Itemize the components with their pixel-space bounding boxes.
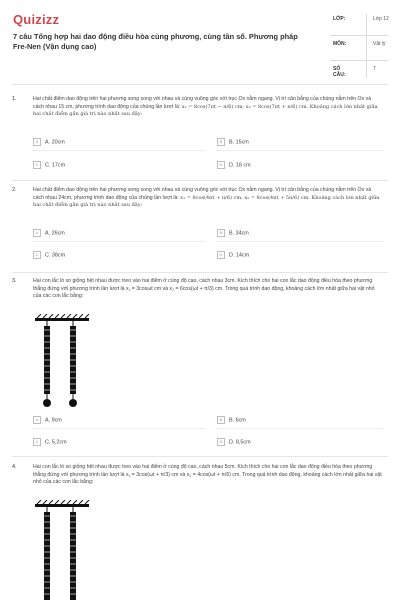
question-divider	[12, 456, 388, 457]
option-divider	[217, 241, 383, 242]
header-divider	[12, 84, 388, 85]
question-text: Hai con lắc lò xo giống hệt nhau được treo vào hai điểm ở cùng độ cao, cách nhau 5cm. Kích thích cho hai con lắc dao động điều hòa theo phương thẳng đứng với phương trình lần lượt là x₁ = 3cos(ωt + π/3) cm và x₂ = 4cos(ωt + π/6) cm. Trong quá trình dao động, khoảng cách lớn nhất giữa hai vật nhỏ của các con lắc bằng:	[33, 464, 382, 486]
option-divider	[217, 428, 383, 429]
question-4	[12, 464, 388, 600]
spring-pendulum-figure	[33, 314, 93, 410]
spring-pendulum-figure	[33, 500, 93, 600]
option-label: B. 15cm	[229, 139, 249, 146]
meta-count-value: 7	[373, 66, 376, 72]
option-letter-box: B	[217, 416, 225, 424]
page-title: 7 câu Tổng hợp hai dao động điều hòa cùng phương, cùng tần số. Phương pháp Fre-Nen (Vận dụng cao)	[13, 32, 298, 51]
option-a[interactable]	[33, 138, 65, 146]
option-label: C. 5,2cm	[45, 439, 67, 446]
quizizz-logo: Quizizz	[13, 12, 60, 27]
option-b[interactable]	[217, 229, 249, 237]
question-body: Hai chất điểm dao động trên hai phương song song với nhau và cùng vuông góc với trục Ox nằm ngang. Vị trí cân bằng của chúng nằm trên Ox và cách nhau 24cm, phương trình dao động của chúng lần lượt là:	[33, 187, 372, 201]
option-label: D. 14cm	[229, 252, 250, 259]
option-letter-box: D	[217, 438, 225, 446]
option-label: A. 20cm	[45, 139, 65, 146]
question-text	[33, 187, 383, 210]
question-divider	[12, 272, 388, 273]
option-b[interactable]	[217, 138, 249, 146]
question-formula: x₁ = 8cos(7πt − π/6) cm; x₂ = 8cos(7πt + π/6) cm. Khoảng cách lớn nhất giữa hai chất điểm gần giá trị nào nhất sau đây:	[33, 103, 378, 118]
question-number: 3.	[12, 278, 17, 284]
meta-line	[330, 60, 388, 61]
meta-class-label: LỚP:	[333, 16, 346, 22]
option-divider	[33, 428, 205, 429]
meta-line	[330, 35, 388, 36]
option-divider	[33, 241, 205, 242]
option-letter-box: B	[217, 138, 225, 146]
question-number: 4.	[12, 464, 17, 470]
option-letter-box: C	[33, 438, 41, 446]
question-body: Hai chất điểm dao động trên hai phương song song với nhau và cùng vuông góc với trục Ox nằm ngang. Vị trí cân bằng của chúng nằm trên Ox và cách nhau 15 cm, phương trình dao động của chúng lần lượt là:	[33, 96, 372, 110]
option-label: B. 34cm	[229, 230, 249, 237]
option-letter-box: D	[217, 251, 225, 259]
option-label: C. 38cm	[45, 252, 66, 259]
meta-subject-label: MÔN:	[333, 41, 347, 47]
meta-divider	[366, 14, 367, 78]
option-label: C. 17cm	[45, 162, 66, 169]
option-label: D. 18 cm	[229, 162, 251, 169]
option-letter-box: A	[33, 229, 41, 237]
option-divider	[217, 150, 383, 151]
option-a[interactable]	[33, 229, 65, 237]
option-c[interactable]	[33, 161, 65, 169]
question-divider	[12, 180, 388, 181]
meta-count-label: SỐ CÂU:	[333, 66, 346, 78]
option-label: D. 8,5cm	[229, 439, 251, 446]
option-c[interactable]	[33, 251, 65, 259]
option-label: A. 26cm	[45, 230, 65, 237]
question-3	[12, 278, 388, 453]
meta-subject-value: Vật lý	[373, 41, 386, 47]
option-c[interactable]	[33, 438, 67, 446]
option-letter-box: D	[217, 161, 225, 169]
option-letter-box: B	[217, 229, 225, 237]
meta-class-value: Lớp 12	[373, 16, 389, 22]
option-d[interactable]	[217, 161, 251, 169]
option-d[interactable]	[217, 251, 249, 259]
question-number: 1.	[12, 96, 17, 102]
option-letter-box: C	[33, 251, 41, 259]
option-a[interactable]	[33, 416, 62, 424]
option-divider	[33, 150, 205, 151]
option-b[interactable]	[217, 416, 246, 424]
question-text: Hai con lắc lò xo giống hệt nhau được treo vào hai điểm ở cùng độ cao, cách nhau 3cm. Kích thích cho hai con lắc dao động điều hòa theo phương thẳng đứng với phương trình lần lượt là x₁ = 3cosωt cm và x₂ = 6cos(ωt + π/3) cm. Trong quá trình dao động, khoảng cách lớn nhất giữa hai vật nhỏ của các con lắc bằng:	[33, 278, 375, 300]
option-label: A. 9cm	[45, 417, 62, 424]
option-letter-box: C	[33, 161, 41, 169]
option-label: B. 6cm	[229, 417, 246, 424]
question-formula: x₁ = 8cos(4πt + π/6) cm; x₂ = 8cos(4πt + 5π/6) cm. Khoảng cách lớn nhất giữa hai chất điểm gần giá trị nào nhất sau đây:	[33, 194, 380, 209]
option-letter-box: A	[33, 138, 41, 146]
question-1	[12, 96, 388, 176]
option-letter-box: A	[33, 416, 41, 424]
question-number: 2.	[12, 187, 17, 193]
option-d[interactable]	[217, 438, 251, 446]
question-text	[33, 96, 383, 119]
question-2	[12, 187, 388, 267]
